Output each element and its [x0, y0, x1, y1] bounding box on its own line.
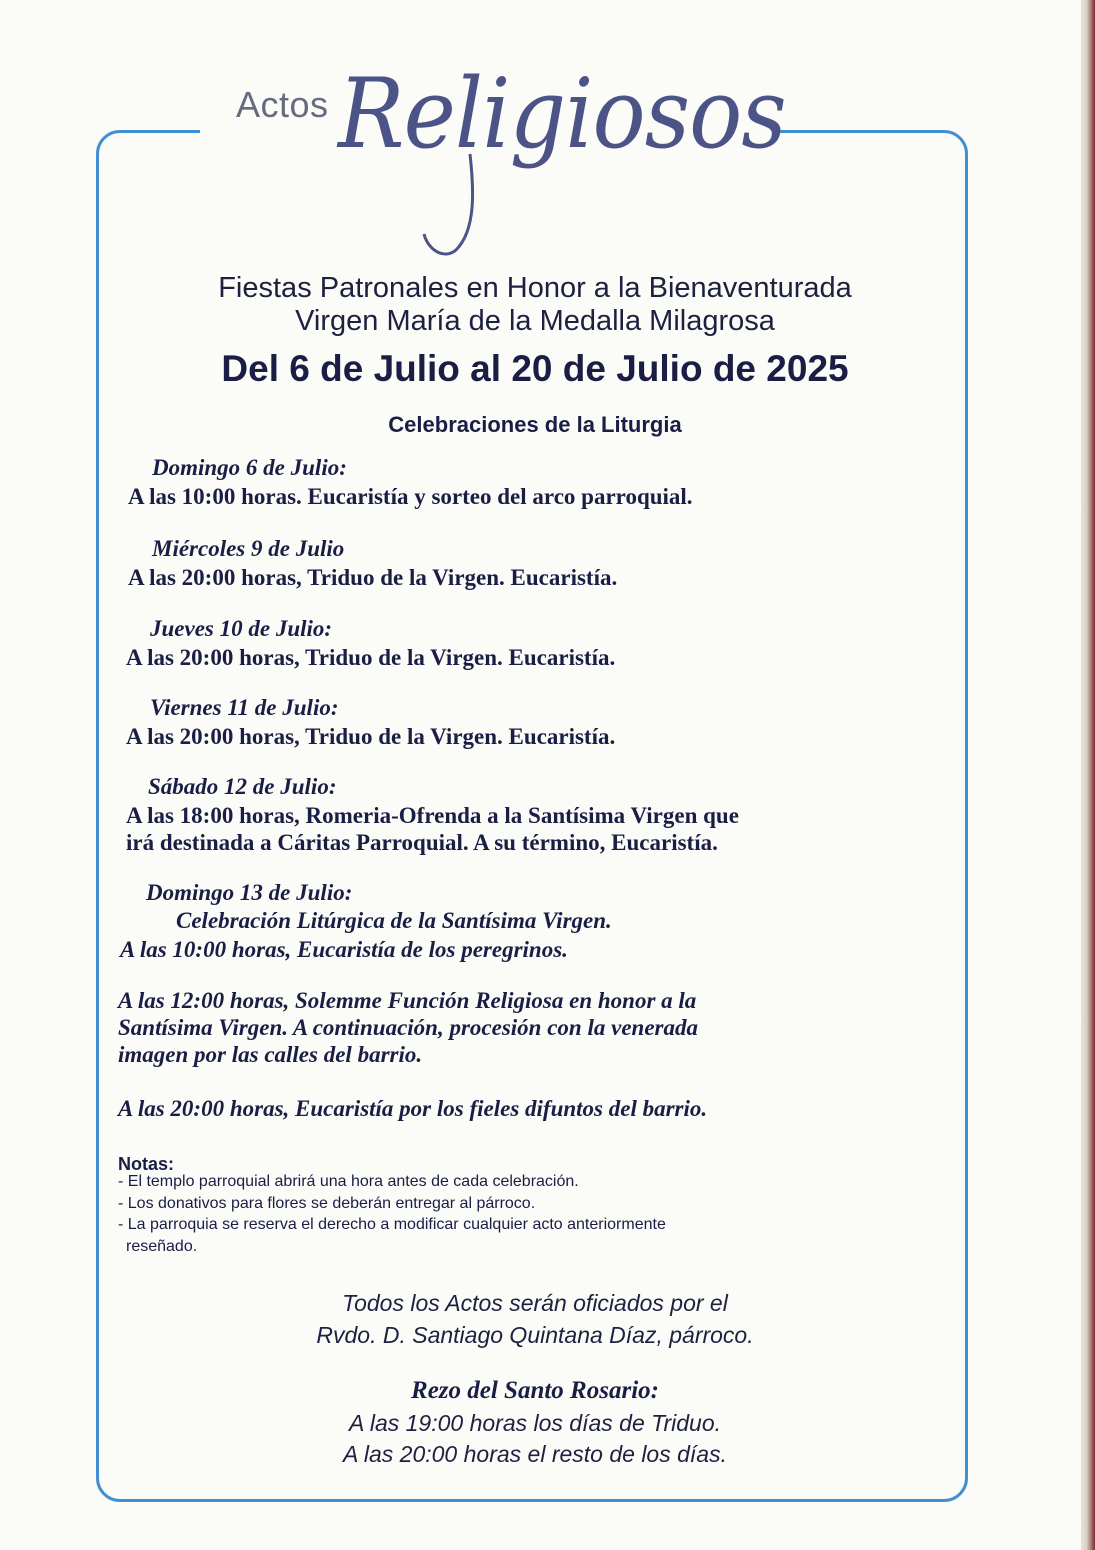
schedule-line: imagen por las calles del barrio. [118, 1042, 423, 1067]
officiant-line-1: Todos los Actos serán oficiados por el [342, 1290, 728, 1316]
schedule-line: irá destinada a Cáritas Parroquial. A su término, Eucaristía. [126, 830, 718, 855]
title-actos: Actos [236, 84, 329, 125]
day-heading: Domingo 13 de Julio: [146, 880, 353, 905]
note-item: reseñado. [126, 1238, 198, 1255]
schedule-line: A las 10:00 horas. Eucaristía y sorteo del arco parroquial. [128, 484, 693, 509]
schedule-line: A las 20:00 horas, Triduo de la Virgen. Eucaristía. [128, 565, 618, 590]
page-edge [1081, 0, 1095, 1550]
schedule-line: Celebración Litúrgica de la Santísima Virgen. [176, 908, 612, 933]
note-item: - El templo parroquial abrirá una hora antes de cada celebración. [118, 1173, 579, 1190]
schedule-line: A las 10:00 horas, Eucaristía de los peregrinos. [120, 937, 568, 962]
section-title: Celebraciones de la Liturgia [388, 412, 682, 437]
day-heading: Domingo 6 de Julio: [152, 455, 347, 480]
day-heading: Viernes 11 de Julio: [150, 695, 339, 720]
title-religiosos: Religiosos [338, 58, 786, 170]
rosary-heading: Rezo del Santo Rosario: [411, 1377, 659, 1404]
script-flourish [418, 150, 488, 260]
rosary-line-1: A las 19:00 horas los días de Triduo. [348, 1410, 722, 1436]
officiant-line-2: Rvdo. D. Santiago Quintana Díaz, párroco. [316, 1322, 754, 1348]
schedule-line: A las 18:00 horas, Romeria-Ofrenda a la Santísima Virgen que [126, 803, 739, 828]
date-range: Del 6 de Julio al 20 de Julio de 2025 [221, 348, 849, 389]
schedule-line: Santísima Virgen. A continuación, procesión con la venerada [118, 1015, 698, 1040]
schedule-line: A las 20:00 horas, Triduo de la Virgen. Eucaristía. [126, 645, 616, 670]
schedule-line: A las 20:00 horas, Triduo de la Virgen. Eucaristía. [126, 724, 616, 749]
subtitle-line-2: Virgen María de la Medalla Milagrosa [295, 305, 775, 337]
schedule-line: A las 12:00 horas, Solemme Función Religiosa en honor a la [118, 988, 697, 1013]
schedule-line: A las 20:00 horas, Eucaristía por los fieles difuntos del barrio. [118, 1096, 708, 1121]
day-heading: Miércoles 9 de Julio [152, 536, 345, 561]
note-item: - La parroquia se reserva el derecho a modificar cualquier acto anteriormente [118, 1216, 666, 1233]
day-heading: Jueves 10 de Julio: [150, 616, 333, 641]
subtitle-line-1: Fiestas Patronales en Honor a la Bienaventurada [218, 272, 852, 304]
note-item: - Los donativos para flores se deberán entregar al párroco. [118, 1195, 536, 1212]
notes-heading: Notas: [118, 1154, 175, 1174]
day-heading: Sábado 12 de Julio: [148, 774, 337, 799]
rosary-line-2: A las 20:00 horas el resto de los días. [343, 1441, 727, 1467]
